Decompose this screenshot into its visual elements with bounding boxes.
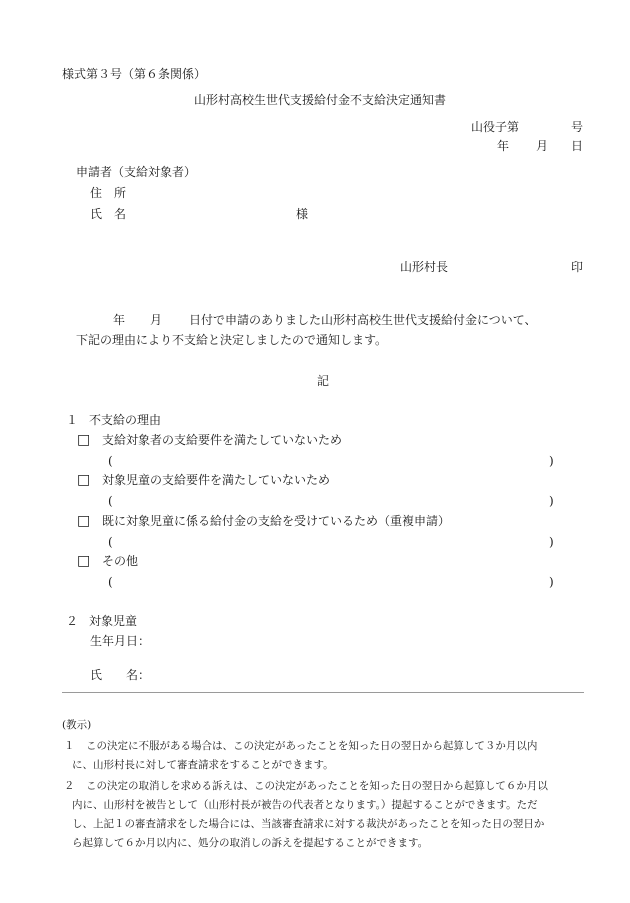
date-day: 日 [571, 139, 584, 153]
paren-close-3: ) [549, 535, 554, 549]
checkbox-4[interactable]: □ [77, 553, 91, 569]
section1-number: １ [66, 413, 79, 427]
address-label: 住 所 [90, 186, 127, 200]
section1-title: 不支給の理由 [89, 413, 162, 427]
body-year: 年 [113, 313, 126, 327]
body-line2: 下記の理由により不支給と決定しましたので通知します。 [76, 333, 388, 347]
date-month: 月 [536, 139, 549, 153]
notice-1-line-2: に、山形村長に対して審査請求をすることができます。 [72, 759, 334, 771]
divider [62, 692, 584, 693]
paren-close-4: ) [549, 575, 554, 589]
paren-close-2: ) [549, 494, 554, 508]
checkbox-3[interactable]: □ [77, 513, 91, 529]
section2-number: ２ [66, 614, 79, 628]
reason-item-1: 支給対象者の支給要件を満たしていないため [102, 433, 343, 447]
notice-heading: (教示) [62, 719, 92, 731]
checkbox-2[interactable]: □ [77, 472, 91, 488]
name-label: 氏 名 [90, 207, 127, 221]
paren-open-2: ( [108, 494, 113, 508]
body-line1-rest: 日付で申請のありました山形村高校生世代支援給付金について、 [189, 313, 537, 327]
seal-mark: 印 [571, 260, 584, 274]
birthdate-label: 生年月日： [90, 634, 151, 648]
document-number-prefix: 山役子第 [471, 120, 520, 134]
notice-2-number: ２ [64, 780, 75, 792]
notice-2-line-3: し、上記１の審査請求をした場合には、当該審査請求に対する裁決があったことを知った日の翌日か [72, 818, 545, 830]
paren-open-4: ( [108, 575, 113, 589]
paren-close-1: ) [549, 454, 554, 468]
reason-item-2: 対象児童の支給要件を満たしていないため [102, 473, 331, 487]
reason-item-4: その他 [102, 554, 139, 568]
notice-2-line-4: ら起算して６か月以内に、処分の取消しの訴えを提起することができます。 [72, 837, 429, 849]
child-name-label: 氏 名： [90, 668, 151, 682]
notice-1-number: １ [64, 740, 75, 752]
date-year: 年 [497, 139, 510, 153]
applicant-heading: 申請者（支給対象者） [76, 165, 197, 179]
section2-title: 対象児童 [89, 614, 138, 628]
body-month: 月 [150, 313, 163, 327]
paren-open-3: ( [108, 535, 113, 549]
checkbox-1[interactable]: □ [77, 432, 91, 448]
reason-item-3: 既に対象児童に係る給付金の支給を受けているため（重複申請） [102, 514, 451, 528]
paren-open-1: ( [108, 454, 113, 468]
document-number-suffix: 号 [571, 120, 584, 134]
notice-2-line-1: この決定の取消しを求める訴えは、この決定があったことを知った日の翌日から起算して６か月以 [86, 780, 548, 792]
notice-1-line-1: この決定に不服がある場合は、この決定があったことを知った日の翌日から起算して３か月以内 [86, 740, 538, 752]
document-title: 山形村高校生世代支援給付金不支給決定通知書 [194, 93, 447, 107]
honorific: 様 [296, 207, 309, 221]
notice-2-line-2: 内に、山形村を被告として（山形村長が被告の代表者となります。）提起することができます。ただ [72, 799, 538, 811]
issuer-name: 山形村長 [400, 260, 449, 274]
form-number: 様式第３号（第６条関係） [62, 67, 207, 81]
ki-heading: 記 [317, 374, 330, 388]
